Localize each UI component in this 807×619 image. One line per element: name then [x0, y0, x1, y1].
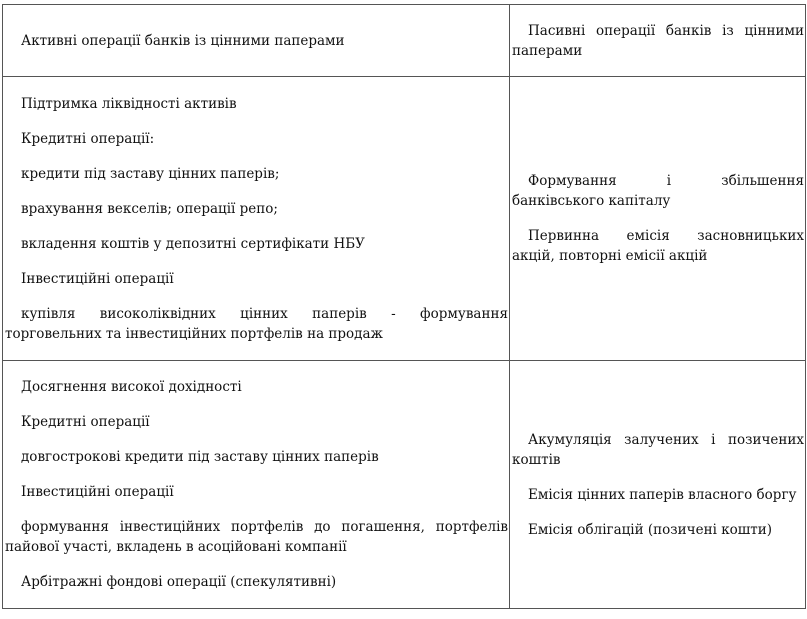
- list-item: формування інвестиційних портфелів до погашення, портфелів пайової участі, вкладень в асоційовані компанії: [5, 519, 508, 555]
- list-item: Інвестиційні операції: [21, 270, 174, 287]
- list-item: купівля високоліквідних цінних паперів - формування торговельних та інвестиційних портфелів на продаж: [5, 305, 508, 342]
- passive-ops-cell-capital: [510, 77, 806, 361]
- list-item: Інвестиційні операції: [21, 484, 174, 500]
- list-item: кредити під заставу цінних паперів;: [21, 165, 280, 182]
- list-item: Первинна емісія засновницьких акцій, повторні емісії акцій: [512, 228, 804, 264]
- table-row: [3, 77, 806, 361]
- header-row: [3, 5, 806, 77]
- active-ops-cell-liquidity: [3, 77, 510, 361]
- header-passive-text: Пасивні операції банків із цінними паперами: [512, 22, 804, 59]
- operations-table: [2, 4, 806, 609]
- list-item: вкладення коштів у депозитні сертифікати НБУ: [21, 235, 365, 252]
- list-item: Арбітражні фондові операції (спекулятивні): [21, 574, 337, 590]
- list-item: Акумуляція залучених і позичених коштів: [512, 431, 804, 468]
- list-item: Досягнення високої дохідності: [21, 379, 242, 395]
- list-item: Емісія цінних паперів власного боргу: [528, 486, 797, 503]
- header-cell-active: [3, 5, 510, 77]
- passive-ops-cell-funds: [510, 361, 806, 609]
- list-item: Формування і збільшення банківського капіталу: [512, 173, 804, 209]
- list-item: довгострокові кредити під заставу цінних паперів: [21, 449, 379, 465]
- header-active-text: Активні операції банків із цінними паперами: [21, 32, 345, 49]
- list-item: Кредитні операції: [21, 414, 150, 430]
- list-item: Підтримка ліквідності активів: [21, 95, 237, 112]
- active-ops-cell-profitability: [3, 361, 510, 609]
- header-cell-passive: [510, 5, 806, 77]
- table-row: [3, 361, 806, 609]
- list-item: Кредитні операції:: [21, 130, 155, 147]
- list-item: Емісія облігацій (позичені кошти): [528, 521, 773, 538]
- list-item: врахування векселів; операції репо;: [21, 200, 278, 217]
